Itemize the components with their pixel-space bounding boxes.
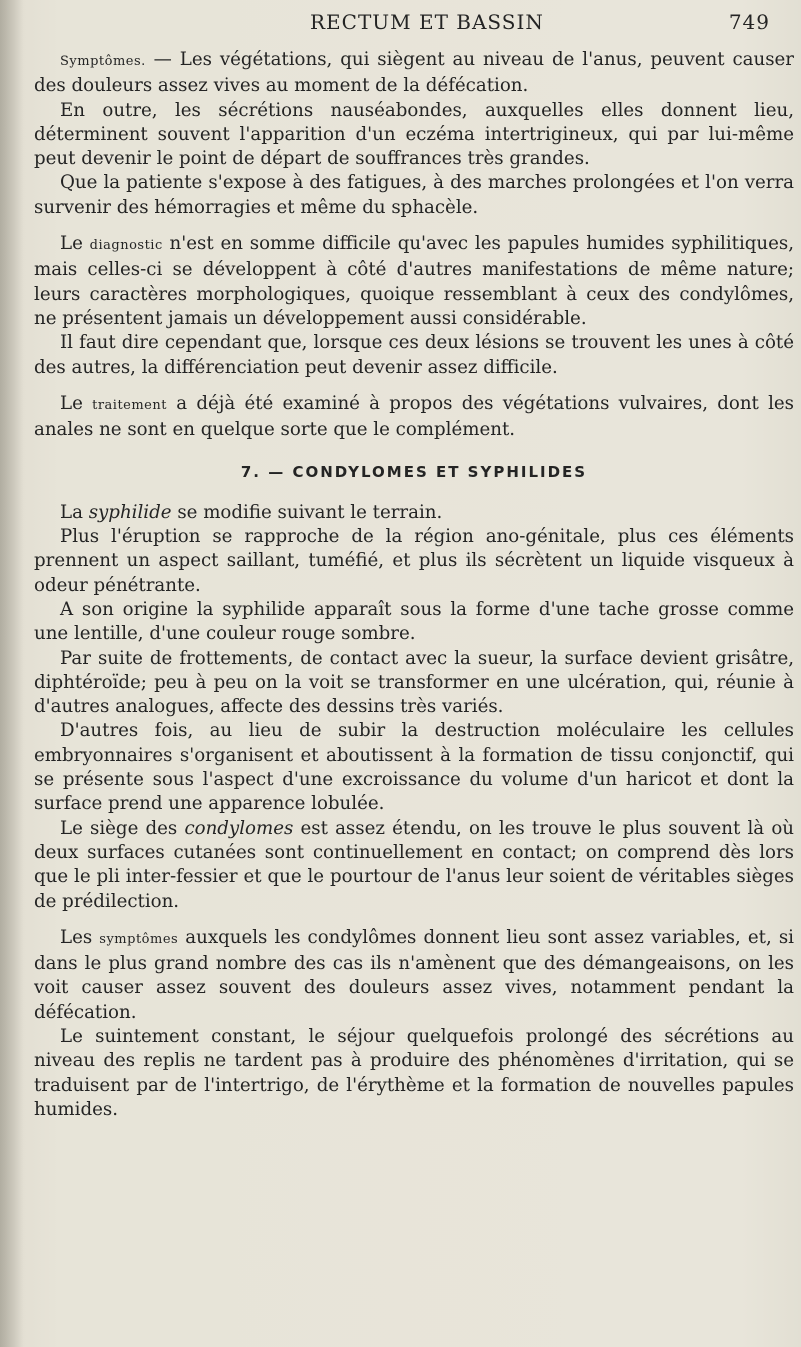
paragraph: Que la patiente s'expose à des fatigues, à des marches prolongées et l'on verra survenir des hémorragies et même du sphacèle. [34, 172, 794, 218]
paragraph: La syphilide se modifie suivant le terrain. [60, 501, 443, 523]
rubric-diagnostic: diagnostic [89, 238, 163, 254]
paragraph: Plus l'éruption se rapproche de la région ano-génitale, plus ces éléments prennent un aspect saillant, tuméfié, et plus ils sécrètent un liquide visqueux à odeur pénétrante. [34, 526, 794, 596]
paragraph: Le traitement a déjà été examiné à propos des végétations vulvaires, dont les anales ne sont en quelque sorte que le complément. [34, 392, 795, 441]
page-number: 749 [728, 10, 770, 34]
section-heading: 7. — CONDYLOMES ET SYPHILIDES [240, 463, 588, 482]
rubric-traitement: traitement [92, 397, 167, 413]
paragraph: Le suintement constant, le séjour quelquefois prolongé des sécrétions au niveau des replis ne tardent pas à produire des phénomènes d'irritation, qui se traduisent par de l'intertrigo, de l'érythème et la formation de nouvelles papules humides. [34, 1025, 794, 1120]
running-title: RECTUM ET BASSIN [310, 10, 544, 34]
paragraph: Par suite de frottements, de contact avec la sueur, la surface devient grisâtre, diphtéroïde; peu à peu on la voit se transformer en une ulcération, qui, réunie à d'autres analogues, affecte des dessins très variés. [34, 647, 794, 718]
running-header [300, 10, 770, 40]
paragraph: A son origine la syphilide apparaît sous la forme d'une tache grosse comme une lentille, d'une couleur rouge sombre. [34, 598, 794, 645]
paragraph: En outre, les sécrétions nauséabondes, auxquelles elles donnent lieu, déterminent souvent l'apparition d'un eczéma intertrigineux, qui par lui-même peut devenir le point de départ de souffrances très grandes. [34, 99, 794, 170]
paragraph: Les symptômes auxquels les condylômes donnent lieu sont assez variables, et, si dans le plus grand nombre des cas ils n'amènent que des démangeaisons, on les voit causer assez souvent des douleurs assez vives, notamment pendant la défécation. [34, 926, 794, 1023]
paragraph: Le siège des condylomes est assez étendu, on les trouve le plus souvent là où deux surfaces cutanées sont continuellement en contact; on comprend dès lors que le pli inter-fessier et que le pourtour de l'anus leur soient de véritables sièges de prédilection. [34, 817, 794, 912]
paragraph: Le diagnostic n'est en somme difficile qu'avec les papules humides syphilitiques, mais celles-ci se développent à côté d'autres manifestations de même nature; leurs caractères morphologiques, quoique ressemblant à ceux des condylômes, ne présentent jamais un développement aussi considérable. [34, 233, 795, 329]
page-edge-shadow [0, 0, 24, 1347]
body-text [34, 48, 794, 1122]
paragraph: Il faut dire cependant que, lorsque ces deux lésions se trouvent les unes à côté des autres, la différenciation peut devenir assez difficile. [34, 332, 794, 378]
paragraph: Symptômes. — Les végétations, qui siègent au niveau de l'anus, peuvent causer des douleurs assez vives au moment de la défécation. [34, 49, 794, 97]
rubric-symptomes: Symptômes. [60, 54, 146, 69]
rubric-symptomes: symptômes [99, 931, 179, 947]
paragraph: D'autres fois, au lieu de subir la destruction moléculaire les cellules embryonnaires s'organisent et aboutissent à la formation de tissu conjonctif, qui se présente sous l'aspect d'une excroissance du volume d'un haricot et dont la surface prend une apparence lobulée. [34, 720, 794, 815]
